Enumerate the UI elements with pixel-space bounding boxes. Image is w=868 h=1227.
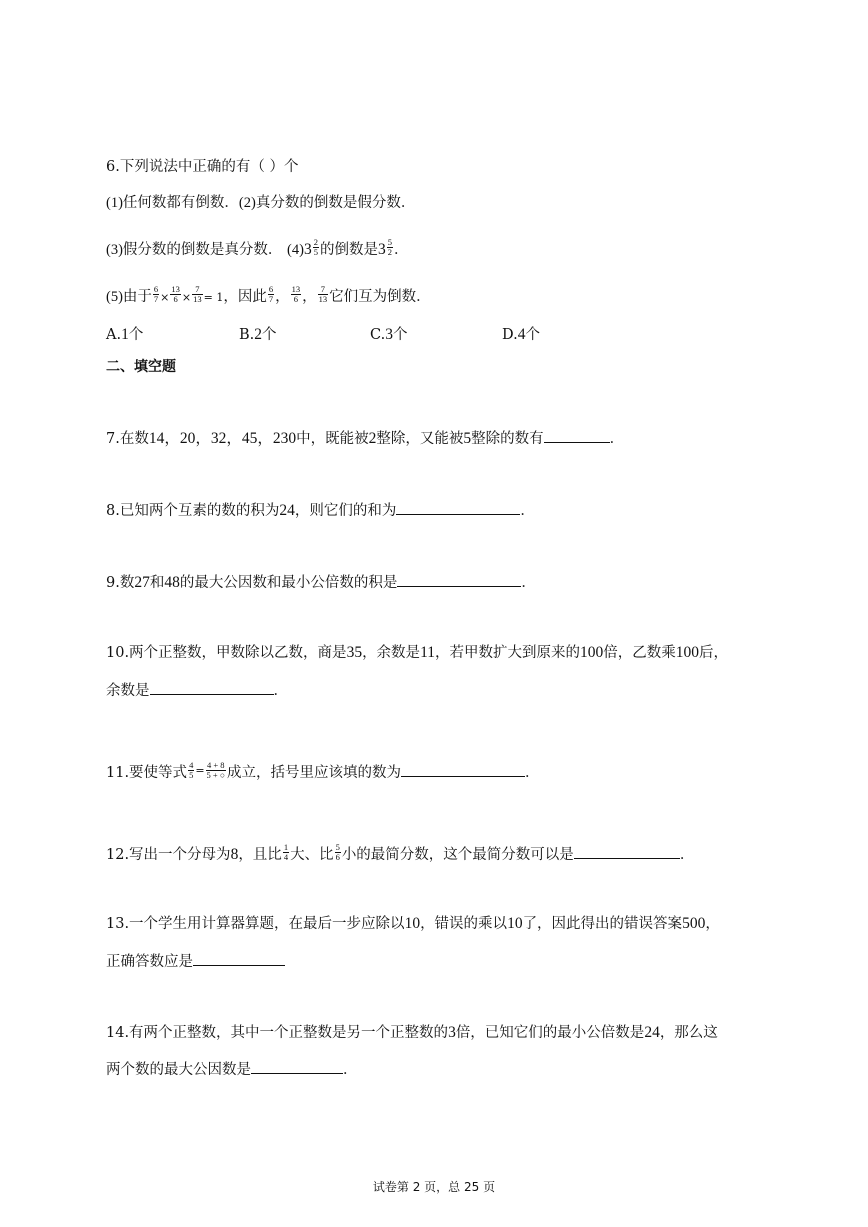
q14-number: 3 <box>448 1024 456 1041</box>
q9-end: ． <box>521 575 536 591</box>
q6-option-d[interactable] <box>502 323 540 344</box>
section-title: 二、填空题 <box>106 359 176 375</box>
q6-statements-1-2 <box>106 193 415 213</box>
q10-text: ，若甲数扩大到原来的 <box>435 645 580 661</box>
denominator: 6 <box>173 293 178 304</box>
numerator: 1 <box>283 841 289 852</box>
q9 <box>106 572 536 593</box>
q6-s5-frac1b <box>268 285 274 304</box>
q6-s2-mark: (2) <box>238 195 256 211</box>
option-label: A. <box>106 327 122 343</box>
q11-text: 成立，括号里应该填的数为 <box>226 765 401 781</box>
q11-fraction-left <box>188 761 194 780</box>
times-sign: × <box>160 291 170 304</box>
numerator: 13 <box>171 283 180 294</box>
q6-s3-mark: (3) <box>106 242 123 258</box>
q6-s1-text: 任何数都有倒数． <box>122 195 239 211</box>
q9-text: 和 <box>149 575 165 591</box>
numerator: 4 + 8 <box>206 759 225 770</box>
q8-text: 8.已知两个互素的数的积为 <box>106 503 280 519</box>
q8-end: ． <box>520 503 535 519</box>
q6-s2-text: 真分数的倒数是假分数． <box>255 195 416 211</box>
q12-text: 大、比 <box>290 847 334 863</box>
q10-number: 100 <box>675 644 699 661</box>
denominator: 13 <box>193 293 202 304</box>
answer-blank[interactable] <box>251 1059 343 1074</box>
answer-blank[interactable] <box>150 680 274 695</box>
q7-text: 整除的数有 <box>471 431 544 447</box>
q13-number: 10 <box>507 915 523 932</box>
q11-text: 11.要使等式 <box>106 765 188 781</box>
q7-number: 5 <box>463 430 472 447</box>
denominator: 5 <box>189 769 194 780</box>
q11-end: ． <box>524 765 540 781</box>
denominator: 6 <box>335 851 340 862</box>
q10-number: 100 <box>580 644 604 661</box>
numerator: 6 <box>153 283 159 294</box>
numerator: 6 <box>268 283 274 294</box>
q12-text: 12.写出一个分母为 <box>106 847 231 863</box>
q9-text: 9.数 <box>106 575 135 591</box>
answer-blank[interactable] <box>544 428 610 443</box>
q14-number: 24 <box>644 1024 660 1041</box>
equals-sign: = <box>195 764 205 777</box>
q12 <box>106 841 695 865</box>
q6-s5-frac1 <box>153 285 159 304</box>
q6-statements-3-4 <box>106 236 409 260</box>
option-value: 1 <box>121 326 129 343</box>
q12-fraction-1 <box>283 843 289 862</box>
q6-statement-5 <box>106 283 431 308</box>
numerator: 5 <box>387 236 392 247</box>
answer-blank[interactable] <box>574 844 680 859</box>
separator: ， <box>302 289 317 305</box>
q6-s4-fraction2 <box>387 238 393 257</box>
q6-s1-mark: (1) <box>106 195 123 211</box>
answer-blank[interactable] <box>401 762 525 777</box>
q6-option-a[interactable] <box>106 323 143 344</box>
q8 <box>106 500 535 521</box>
q14-end: ． <box>343 1062 358 1078</box>
q6-s4-mark: (4) <box>287 242 304 258</box>
q13-text: 13.一个学生用计算器算题，在最后一步应除以 <box>106 916 405 932</box>
q10-number: 11 <box>420 644 435 661</box>
option-unit: 个 <box>262 327 277 343</box>
q9-number: 27 <box>134 574 150 591</box>
option-label: B. <box>239 327 255 343</box>
q6-s5-frac3 <box>192 285 203 304</box>
q6-option-c[interactable] <box>370 323 407 344</box>
q10-number: 35 <box>346 644 363 661</box>
option-unit: 个 <box>392 327 408 343</box>
denominator: 5 + ○ <box>206 769 225 780</box>
q13-text: ，错误的乘以 <box>420 916 508 932</box>
option-value: 4 <box>517 326 526 343</box>
q6-s4-fraction <box>313 238 319 257</box>
q7-number: 2 <box>368 430 377 447</box>
q13-number: 10 <box>404 915 421 932</box>
q6-s3-text: 假分数的倒数是真分数． <box>122 242 283 258</box>
q6-s4-end: ． <box>393 242 409 258</box>
q9-text: 的最大公因数和最小公倍数的积是 <box>179 575 398 591</box>
q14-text: 14.有两个正整数，其中一个正整数是另一个正整数的 <box>106 1025 449 1041</box>
q6-s5-frac3b <box>318 285 329 304</box>
q7-end: ． <box>609 431 625 447</box>
q10-line1 <box>106 643 728 663</box>
q10-text: 余数是 <box>106 683 150 699</box>
q6-s4-mid: 的倒数是 <box>319 242 378 258</box>
q6-s5-pre: 由于 <box>122 289 152 305</box>
denominator: 7 <box>153 293 159 304</box>
denominator: 13 <box>318 293 328 304</box>
q12-text: ，且比 <box>238 847 282 863</box>
q14-text: 两个数的最大公因数是 <box>106 1062 251 1078</box>
q13-text: 了，因此得出的错误答案 <box>522 916 683 932</box>
q7 <box>106 428 624 449</box>
option-label: C. <box>370 327 386 343</box>
option-label: D. <box>502 327 518 343</box>
q6-s5-frac2b <box>291 285 302 304</box>
q12-fraction-2 <box>335 843 341 862</box>
q9-number: 48 <box>164 574 180 591</box>
q14-line2 <box>106 1059 358 1080</box>
separator: ， <box>275 289 290 305</box>
q10-text: ，余数是 <box>362 645 421 661</box>
option-unit: 个 <box>525 327 540 343</box>
q7-text: 中，既能被 <box>296 431 369 447</box>
q10-text: 倍，乙数乘 <box>603 645 676 661</box>
q6-s5-end: 它们互为倒数． <box>329 289 431 305</box>
answer-blank[interactable] <box>397 572 521 587</box>
q6-option-b[interactable] <box>239 323 277 344</box>
numerator: 2 <box>313 236 318 247</box>
q14-text: ，那么这 <box>659 1025 718 1041</box>
numerator: 5 <box>335 841 340 852</box>
denominator: 2 <box>387 246 392 257</box>
times-sign: × <box>181 291 192 304</box>
q8-text: ，则它们的和为 <box>294 503 397 519</box>
q11 <box>106 759 540 784</box>
q7-text: 整除，又能被 <box>376 431 464 447</box>
option-value: 3 <box>385 326 393 343</box>
denominator: 6 <box>293 293 298 304</box>
q12-number: 8 <box>230 846 239 863</box>
q10-line2 <box>106 680 288 701</box>
option-value: 2 <box>254 326 263 343</box>
q13-line1 <box>106 914 720 934</box>
q13-line2 <box>106 951 285 972</box>
q6-s5-frac2 <box>170 285 181 304</box>
q14-line1 <box>106 1023 718 1043</box>
q13-number: 500 <box>682 915 706 932</box>
denominator: 5 <box>313 246 318 257</box>
q12-end: ． <box>679 847 695 863</box>
numerator: 13 <box>291 283 301 294</box>
q13-text: ， <box>705 916 720 932</box>
option-unit: 个 <box>128 327 144 343</box>
denominator: 4 <box>283 851 289 862</box>
numerator: 4 <box>189 759 194 770</box>
q12-text: 小的最简分数，这个最简分数可以是 <box>341 847 574 863</box>
numerator: 7 <box>318 285 329 295</box>
q7-text: 7.在数 <box>106 431 149 447</box>
q13-text: 正确答数应是 <box>106 954 193 970</box>
q6-s4-whole2: 3 <box>377 241 386 258</box>
q6-stem: 6.下列说法中正确的有（ ）个 <box>106 159 299 175</box>
q8-number: 24 <box>279 502 295 519</box>
equals-one: = 1 <box>203 291 224 304</box>
q10-end: ． <box>273 683 288 699</box>
q6-s4-whole: 3 <box>303 241 312 258</box>
q7-numbers: 14，20，32，45，230 <box>148 430 297 447</box>
q6-s5-mid: ，因此 <box>223 289 267 305</box>
answer-blank[interactable] <box>193 951 285 966</box>
q11-fraction-right <box>206 761 226 780</box>
q6-s5-mark: (5) <box>106 289 123 305</box>
q10-text: 10.两个正整数，甲数除以乙数，商是 <box>106 645 347 661</box>
answer-blank[interactable] <box>396 500 520 515</box>
q14-text: 倍，已知它们的最小公倍数是 <box>455 1025 645 1041</box>
denominator: 7 <box>268 293 274 304</box>
page-footer: 试卷第 2 页，总 25 页 <box>372 1180 496 1194</box>
numerator: 7 <box>192 285 203 295</box>
q10-text: 后， <box>699 645 728 661</box>
